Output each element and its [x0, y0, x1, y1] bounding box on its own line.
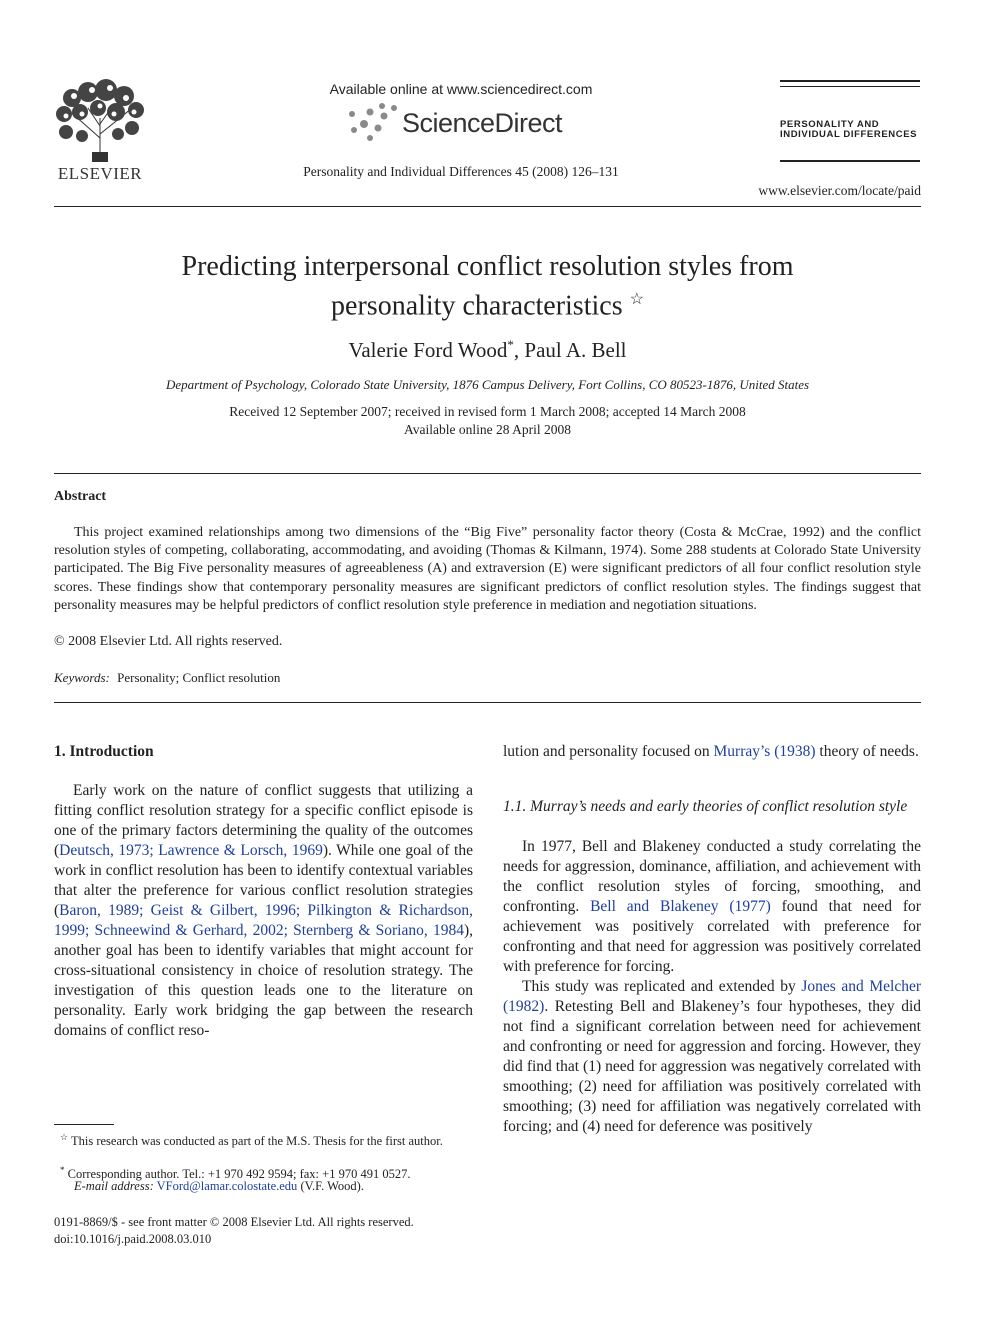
journal-citation: Personality and Individual Differences 45 (2008) 126–131	[303, 164, 619, 179]
abstract-copyright: © 2008 Elsevier Ltd. All rights reserved.	[54, 634, 283, 649]
keywords	[54, 670, 280, 686]
article-title	[54, 250, 921, 322]
right-p3-text-b: . Retesting Bell and Blakeney’s four hypotheses, they did not find a significant correlation between need for achievement and confronting or need for aggression and forcing. However, they did find that (1) need for aggression was negatively correlated with smoothing; (2) need for affiliation was positively correlated with smoothing; (3) need for affiliation was negatively correlated with forcing; and (4) need for deference was positively	[503, 998, 921, 1135]
citation-jones-melcher-1982[interactable]: Jones and Melcher (1982)	[503, 978, 921, 1015]
keywords-label: Keywords:	[54, 670, 110, 685]
abstract-bottom-rule	[54, 702, 921, 703]
abstract-top-rule	[54, 473, 921, 474]
authors	[54, 337, 921, 363]
dates-available: Available online 28 April 2008	[404, 422, 571, 437]
footnote-2-text: Corresponding author. Tel.: +1 970 492 9594; fax: +1 970 491 0527.	[67, 1167, 411, 1182]
journal-name-line2: INDIVIDUAL DIFFERENCES	[780, 129, 918, 140]
intro-p1-text-b: ). While one goal of the work in conflict resolution has been to identify contextual variables that alter the preference for various conflict resolution strategies (	[54, 842, 473, 919]
citation-bell-blakeney-1977[interactable]: Bell and Blakeney (1977)	[590, 898, 771, 915]
email-link[interactable]: VFord@lamar.colostate.edu	[156, 1179, 298, 1193]
email-label: E-mail address:	[74, 1179, 154, 1193]
right-cont-text-b: theory of needs.	[815, 743, 919, 760]
author-separator: ,	[513, 338, 525, 362]
title-line-1: Predicting interpersonal conflict resolution styles from	[181, 251, 794, 282]
elsevier-wordmark: ELSEVIER	[57, 164, 143, 183]
author-2[interactable]: Paul A. Bell	[524, 338, 627, 362]
author-1[interactable]: Valerie Ford Wood	[348, 338, 508, 362]
title-line-2-text: personality characteristics	[331, 290, 623, 322]
footnote-1-mark: ☆	[60, 1132, 69, 1142]
footnote-1-text: This research was conducted as part of the M.S. Thesis for the first author.	[70, 1134, 443, 1149]
journal-url: www.elsevier.com/locate/paid	[758, 183, 921, 198]
title-footnote-mark[interactable]: ☆	[629, 291, 644, 308]
email-suffix: (V.F. Wood).	[300, 1179, 364, 1193]
doi-line: doi:10.1016/j.paid.2008.03.010	[54, 1232, 212, 1246]
intro-paragraph-1	[54, 781, 473, 1041]
right-column	[503, 742, 921, 1137]
header-separator	[54, 206, 921, 207]
citation-deutsch-lawrence[interactable]: Deutsch, 1973; Lawrence & Lorsch, 1969	[59, 842, 323, 859]
author-1-mark[interactable]: *	[507, 337, 514, 352]
footnote-1	[54, 1129, 473, 1149]
abstract-body: This project examined relationships among two dimensions of the “Big Five” personality factor theory (Costa & McCrae, 1992) and the conflict resolution styles of competing, collaborating, accommodating, and avoiding (Thomas & Kilmann, 1974). Some 288 students at Colorado State University participated. The Big Five personality measures of agreeableness (A) and extraversion (E) were significant predictors of all four conflict resolution style scores. These findings show that contemporary personality measures are significant predictors of conflict resolution styles. The findings suggest that personality measures may be helpful predictors of conflict resolution style preference in mediation and negotiation situations.	[54, 525, 921, 613]
sciencedirect-logo	[344, 102, 584, 144]
right-p2-text-b: found that need for achievement was positively correlated with preference for confronting and that need for aggression was positively correlated with preference for forcing.	[503, 898, 921, 975]
right-paragraph-3	[503, 977, 921, 1137]
footnote-2-mark: *	[60, 1165, 65, 1175]
journal-header-rule-bottom	[780, 160, 920, 162]
right-p2-text-a: In 1977, Bell and Blakeney conducted a study correlating the needs for aggression, dominance, affiliation, and achievement with the conflict resolution styles of forcing, smoothing, and confronting.	[503, 838, 921, 915]
right-cont-text-a: lution and personality focused on	[503, 743, 714, 760]
intro-p1-text-c: ), another goal has been to identify variables that might account for cross-situational consistency in choice of resolution strategy. The investigation of this question leads one to the literature on personality. Early work bridging the gap between the research domains of conflict reso-	[54, 922, 473, 1039]
article-dates	[54, 403, 921, 439]
intro-p1-text-a: Early work on the nature of conflict suggests that utilizing a fitting conflict resolution strategy for a specific conflict episode is one of the primary factors determining the quality of the outcomes (	[54, 782, 473, 859]
issn-line: 0191-8869/$ - see front matter © 2008 Elsevier Ltd. All rights reserved.	[54, 1215, 414, 1229]
affiliation: Department of Psychology, Colorado State University, 1876 Campus Delivery, Fort Collins, CO 80523-1876, United States	[165, 377, 810, 392]
title-line-2	[54, 283, 921, 322]
subsection-heading-murray: 1.1. Murray’s needs and early theories of conflict resolution style	[503, 798, 908, 815]
right-paragraph-2	[503, 837, 921, 977]
available-online-text: Available online at www.sciencedirect.com	[329, 81, 593, 97]
section-heading-introduction: 1. Introduction	[54, 743, 154, 760]
journal-header-rule-second	[780, 86, 920, 87]
keywords-list: Personality; Conflict resolution	[117, 670, 281, 685]
right-continuation-paragraph	[503, 742, 921, 762]
elsevier-tree-icon	[52, 78, 148, 162]
dates-received: Received 12 September 2007; received in revised form 1 March 2008; accepted 14 March 2008	[229, 404, 746, 419]
citation-baron-et-al[interactable]: Baron, 1989; Geist & Gilbert, 1996; Pilkington & Richardson, 1999; Schneewind & Gerhard, 2002; Sternberg & Soriano, 1984	[54, 902, 473, 939]
journal-header-rule-top	[780, 80, 920, 82]
sciencedirect-dots-icon	[344, 102, 400, 144]
abstract-heading: Abstract	[54, 489, 107, 504]
footnote-rule	[54, 1124, 114, 1125]
footnote-email	[74, 1179, 364, 1194]
left-column	[54, 742, 473, 1041]
sciencedirect-wordmark: ScienceDirect	[402, 108, 563, 138]
elsevier-logo	[52, 78, 148, 182]
journal-name-line1: PERSONALITY AND	[780, 119, 880, 130]
citation-murray-1938[interactable]: Murray’s (1938)	[713, 743, 816, 760]
right-p3-text-a: This study was replicated and extended by	[522, 978, 802, 995]
